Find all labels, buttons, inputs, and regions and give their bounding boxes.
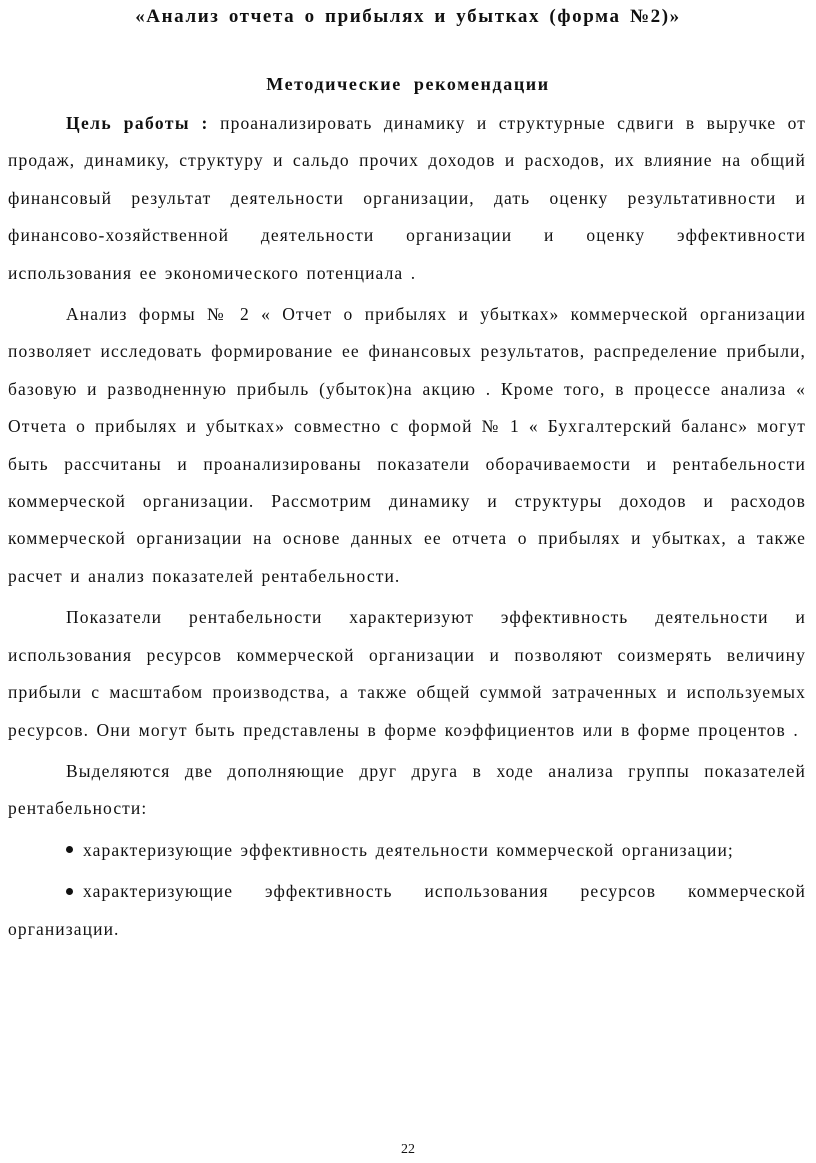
- goal-paragraph: [8, 105, 806, 292]
- bullet-text: характеризующие эффективность использования ресурсов коммерческой организации.: [8, 881, 806, 939]
- bullet-icon: [66, 888, 73, 895]
- goal-label: Цель работы :: [66, 113, 209, 133]
- bullet-item: [8, 832, 806, 869]
- page-number: 22: [401, 1142, 415, 1157]
- paragraph-groups: Выделяются две дополняющие друг друга в ходе анализа группы показателей рентабельности:: [8, 760, 806, 819]
- bullet-item: [8, 873, 806, 948]
- document-title: «Анализ отчета о прибылях и убытках (форма №2)»: [135, 6, 681, 27]
- goal-text: проанализировать динамику и структурные сдвиги в выручке от продаж, динамику, структуру и сальдо прочих доходов и расходов, их влияние на общий финансовый результат деятельности организации, дать оценку результативности и финансово-хозяйственной деятельности организации и оценку эффективности использования ее экономического потенциала .: [8, 113, 806, 283]
- bullet-text: характеризующие эффективность деятельности коммерческой организации;: [83, 839, 734, 860]
- document-subtitle: Методические рекомендации: [266, 74, 550, 94]
- paragraph-analysis: Анализ формы № 2 « Отчет о прибылях и убытках» коммерческой организации позволяет исследовать формирование ее финансовых результатов, распределение прибыли, базовую и разводненную прибыль (убыток)на акцию . Кроме того, в процессе анализа « Отчета о прибылях и убытках» совместно с формой № 1 « Бухгалтерский баланс» могут быть рассчитаны и проанализированы показатели оборачиваемости и рентабельности коммерческой организации. Рассмотрим динамику и структуры доходов и расходов коммерческой организации на основе данных ее отчета о прибылях и убытках, а также расчет и анализ показателей рентабельности.: [8, 304, 806, 586]
- document-body: [8, 105, 806, 948]
- bullet-icon: [66, 846, 73, 853]
- paragraph-indicators: Показатели рентабельности характеризуют эффективность деятельности и использования ресурсов коммерческой организации и позволяют соизмерять величину прибыли с масштабом производства, а также общей суммой затраченных и используемых ресурсов. Они могут быть представлены в форме коэффициентов или в форме процентов .: [8, 607, 806, 740]
